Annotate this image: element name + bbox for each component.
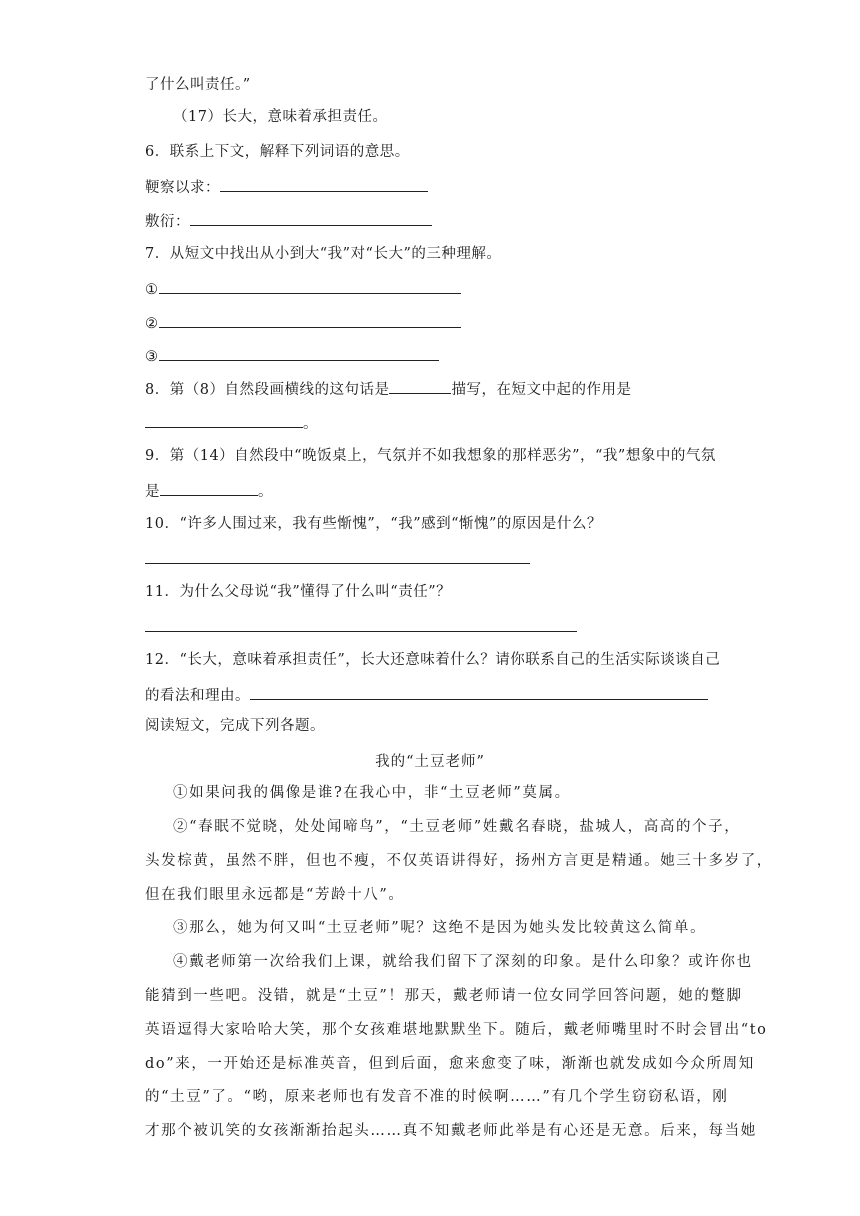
answer-blank[interactable] xyxy=(190,210,432,226)
question-7: 7．从短文中找出从小到大“我”对“长大”的三种理解。 xyxy=(145,246,502,262)
question-11-answer xyxy=(145,616,577,638)
question-9-cont xyxy=(145,480,273,502)
question-7-item-3 xyxy=(145,345,439,367)
answer-blank[interactable] xyxy=(250,684,708,700)
question-text: 。 xyxy=(258,484,273,500)
item-marker: ③ xyxy=(145,349,159,365)
question-12-cont xyxy=(145,684,708,706)
passage-line: 但在我们眼里永远都是“芳龄十八”。 xyxy=(145,887,405,903)
passage-line: 能猜到一些吧。没错，就是“土豆”！那天，戴老师请一位女同学回答问题，她的蹩脚 xyxy=(145,988,743,1004)
item-marker: ① xyxy=(145,282,159,298)
term-label: 鞕察以求： xyxy=(145,180,220,196)
answer-blank[interactable] xyxy=(389,378,451,394)
question-7-item-2 xyxy=(145,312,461,334)
section-intro: 阅读短文，完成下列各题。 xyxy=(145,718,325,734)
passage-line: ③那么，她为何又叫“土豆老师”呢？这绝不是因为她头发比较黄这么简单。 xyxy=(173,920,707,936)
question-text: 。 xyxy=(303,416,318,432)
text-line: （17）长大，意味着承担责任。 xyxy=(173,109,388,125)
question-9: 9．第（14）自然段中“晚饭桌上，气氛并不如我想象的那样恶劣”，“我”想象中的气氛 xyxy=(145,448,716,464)
question-12: 12．“长大，意味着承担责任”，长大还意味着什么？请你联系自己的生活实际谈谈自己 xyxy=(145,652,721,668)
answer-blank[interactable] xyxy=(159,312,461,328)
question-10-answer xyxy=(145,548,530,570)
passage-line: 英语逗得大家哈哈大笑，那个女孩难堪地默默坐下。随后，戴老师嘴里时不时会冒出“to xyxy=(145,1022,768,1038)
question-6: 6．联系上下文，解释下列词语的意思。 xyxy=(145,144,410,160)
text-line: 了什么叫责任。” xyxy=(145,77,251,93)
passage-line: do”来，一开始还是标准英音，但到后面，愈来愈变了味，渐渐也就发成如今众所周知 xyxy=(145,1056,755,1072)
term-label: 敷衍： xyxy=(145,214,190,230)
passage-line: 才那个被讥笑的女孩渐渐抬起头……真不知戴老师此举是有心还是无意。后来，每当她 xyxy=(145,1123,757,1139)
passage-line: 的“土豆”了。“哟，原来老师也有发音不准的时候啊……”有几个学生窃窃私语，刚 xyxy=(145,1089,729,1105)
answer-blank[interactable] xyxy=(160,480,258,496)
answer-blank[interactable] xyxy=(159,345,439,361)
passage-line: ①如果问我的偶像是谁?在我心中，非“土豆老师”莫属。 xyxy=(173,785,571,801)
item-marker: ② xyxy=(145,316,159,332)
answer-blank[interactable] xyxy=(159,278,461,294)
question-text: 的看法和理由。 xyxy=(145,688,250,704)
question-11: 11．为什么父母说“我”懂得了什么叫“责任”？ xyxy=(145,584,452,600)
question-8 xyxy=(145,378,631,400)
answer-blank[interactable] xyxy=(145,548,530,564)
question-10: 10．“许多人围过来，我有些惭愧”，“我”感到“惭愧”的原因是什么？ xyxy=(145,516,602,532)
question-7-item-1 xyxy=(145,278,461,300)
answer-blank[interactable] xyxy=(145,412,303,428)
passage-line: ④戴老师第一次给我们上课，就给我们留下了深刻的印象。是什么印象？或许你也 xyxy=(173,954,753,970)
passage-line: 头发棕黄，虽然不胖，但也不瘦，不仅英语讲得好，扬州方言更是精通。她三十多岁了， xyxy=(145,853,773,869)
passage-title: 我的“土豆老师” xyxy=(375,754,485,770)
question-6-item-b xyxy=(145,210,432,232)
question-8-cont xyxy=(145,412,318,434)
answer-blank[interactable] xyxy=(220,176,428,192)
answer-blank[interactable] xyxy=(145,616,577,632)
passage-line: ②“春眠不觉晓，处处闻啼鸟”，“土豆老师”姓戴名春晓，盐城人，高高的个子， xyxy=(173,819,741,835)
question-text: 8．第（8）自然段画横线的这句话是 xyxy=(145,382,390,398)
question-text: 是 xyxy=(145,484,160,500)
question-text: 描写，在短文中起的作用是 xyxy=(451,382,632,398)
question-6-item-a xyxy=(145,176,428,198)
